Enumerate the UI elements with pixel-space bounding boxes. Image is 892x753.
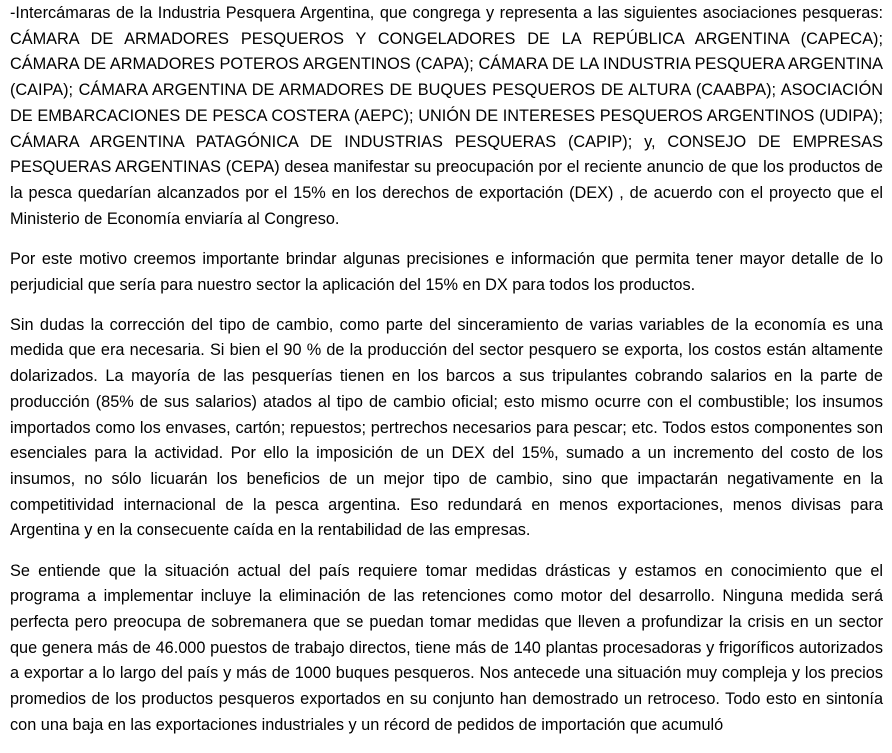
paragraph-intercamaras: -Intercámaras de la Industria Pesquera Argentina, que congrega y representa a las siguientes asociaciones pesqueras: CÁMARA DE ARMADORES PESQUEROS Y CONGELADORES DE LA REPÚBLICA ARGENTINA (CAPECA); CÁMARA DE ARMADORES POTEROS ARGENTINOS (CAPA); CÁMARA DE LA INDUSTRIA PESQUERA ARGENTINA (CAIPA); CÁMARA ARGENTINA DE ARMADORES DE BUQUES PESQUEROS DE ALTURA (CAABPA); ASOCIACIÓN DE EMBARCACIONES DE PESCA COSTERA (AEPC); UNIÓN DE INTERESES PESQUEROS ARGENTINOS (UDIPA); CÁMARA ARGENTINA PATAGÓNICA DE INDUSTRIAS PESQUERAS (CAPIP); y, CONSEJO DE EMPRESAS PESQUERAS ARGENTINAS (CEPA) desea manifestar su preocupación por el reciente anuncio de que los productos de la pesca quedarían alcanzados por el 15% en los derechos de exportación (DEX) , de acuerdo con el proyecto que el Ministerio de Economía enviaría al Congreso. <box>10 4 883 228</box>
paragraph-situacion-actual: Se entiende que la situación actual del país requiere tomar medidas drásticas y estamos en conocimiento que el programa a implementar incluye la eliminación de las retenciones como motor del desarrollo. Ninguna medida será perfecta pero preocupa de sobremanera que se puedan tomar medidas que lleven a profundizar la crisis en un sector que genera más de 46.000 puestos de trabajo directos, tiene más de 140 plantas procesadoras y frigoríficos autorizados a exportar a lo largo del país y más de 1000 buques pesqueros. Nos antecede una situación muy compleja y los precios promedios de los productos pesqueros exportados en su conjunto han demostrado un retroceso. Todo esto en sintonía con una baja en las exportaciones industriales y un récord de pedidos de importación que acumuló <box>10 561 883 734</box>
document-page <box>10 1 883 753</box>
paragraph-tipo-de-cambio: Sin dudas la corrección del tipo de cambio, como parte del sinceramiento de varias variables de la economía es una medida que era necesaria. Si bien el 90 % de la producción del sector pesquero se exporta, los costos están altamente dolarizados. La mayoría de las pesquerías tienen en los barcos a sus tripulantes cobrando salarios en la parte de producción (85% de sus salarios) atados al tipo de cambio oficial; esto mismo ocurre con el combustible; los insumos importados como los envases, cartón; repuestos; pertrechos necesarios para pescar; etc. Todos estos componentes son esenciales para la actividad. Por ello la imposición de un DEX del 15%, sumado a un incremento del costo de los insumos, no sólo licuarán los beneficios de un mejor tipo de cambio, sino que impactarán negativamente en la competitividad internacional de la pesca argentina. Eso redundará en menos exportaciones, menos divisas para Argentina y en la consecuente caída en la rentabilidad de las empresas. <box>10 315 883 540</box>
paragraph-motivo: Por este motivo creemos importante brindar algunas precisiones e información que permita tener mayor detalle de lo perjudicial que sería para nuestro sector la aplicación del 15% en DX para todos los productos. <box>10 249 883 294</box>
